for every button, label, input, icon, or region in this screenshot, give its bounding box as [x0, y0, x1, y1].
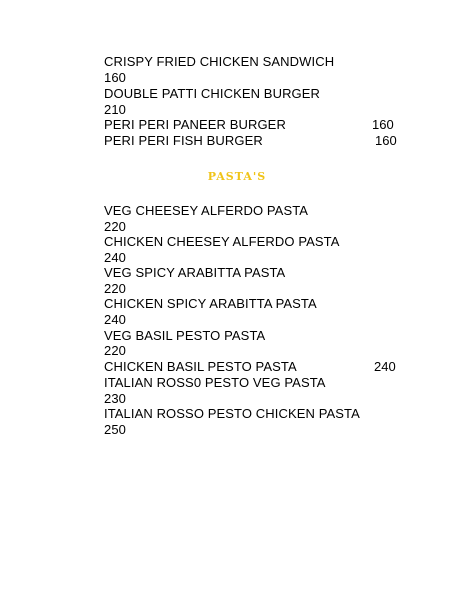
menu-item-price: 220 [104, 219, 126, 234]
menu-item-name: VEG CHEESEY ALFERDO PASTA [104, 203, 309, 218]
menu-item-name: VEG BASIL PESTO PASTA [104, 328, 266, 343]
menu-item-price: 250 [104, 422, 126, 437]
menu-item-price: 160 [372, 117, 394, 132]
menu-item-name: PERI PERI FISH BURGER [104, 133, 263, 148]
menu-item-name: CRISPY FRIED CHICKEN SANDWICH [104, 54, 335, 69]
menu-item-price: 240 [104, 312, 126, 327]
menu-item-price: 230 [104, 391, 126, 406]
menu-item-price: 240 [374, 359, 396, 374]
menu-item-name: CHICKEN CHEESEY ALFERDO PASTA [104, 234, 340, 249]
menu-item-name: CHICKEN BASIL PESTO PASTA [104, 359, 297, 374]
menu-item-price: 160 [375, 133, 397, 148]
menu-item-price: 210 [104, 102, 126, 117]
menu-item-name: ITALIAN ROSS0 PESTO VEG PASTA [104, 375, 326, 390]
menu-item-price: 220 [104, 281, 126, 296]
menu-item-name: CHICKEN SPICY ARABITTA PASTA [104, 296, 317, 311]
menu-item-price: 160 [104, 70, 126, 85]
menu-item-name: ITALIAN ROSSO PESTO CHICKEN PASTA [104, 406, 360, 421]
menu-item-name: DOUBLE PATTI CHICKEN BURGER [104, 86, 321, 101]
menu-item-name: VEG SPICY ARABITTA PASTA [104, 265, 286, 280]
menu-item-price: 240 [104, 250, 126, 265]
section-title-pastas: PASTA'S [207, 170, 267, 183]
menu-item-name: PERI PERI PANEER BURGER [104, 117, 286, 132]
menu-item-price: 220 [104, 343, 126, 358]
